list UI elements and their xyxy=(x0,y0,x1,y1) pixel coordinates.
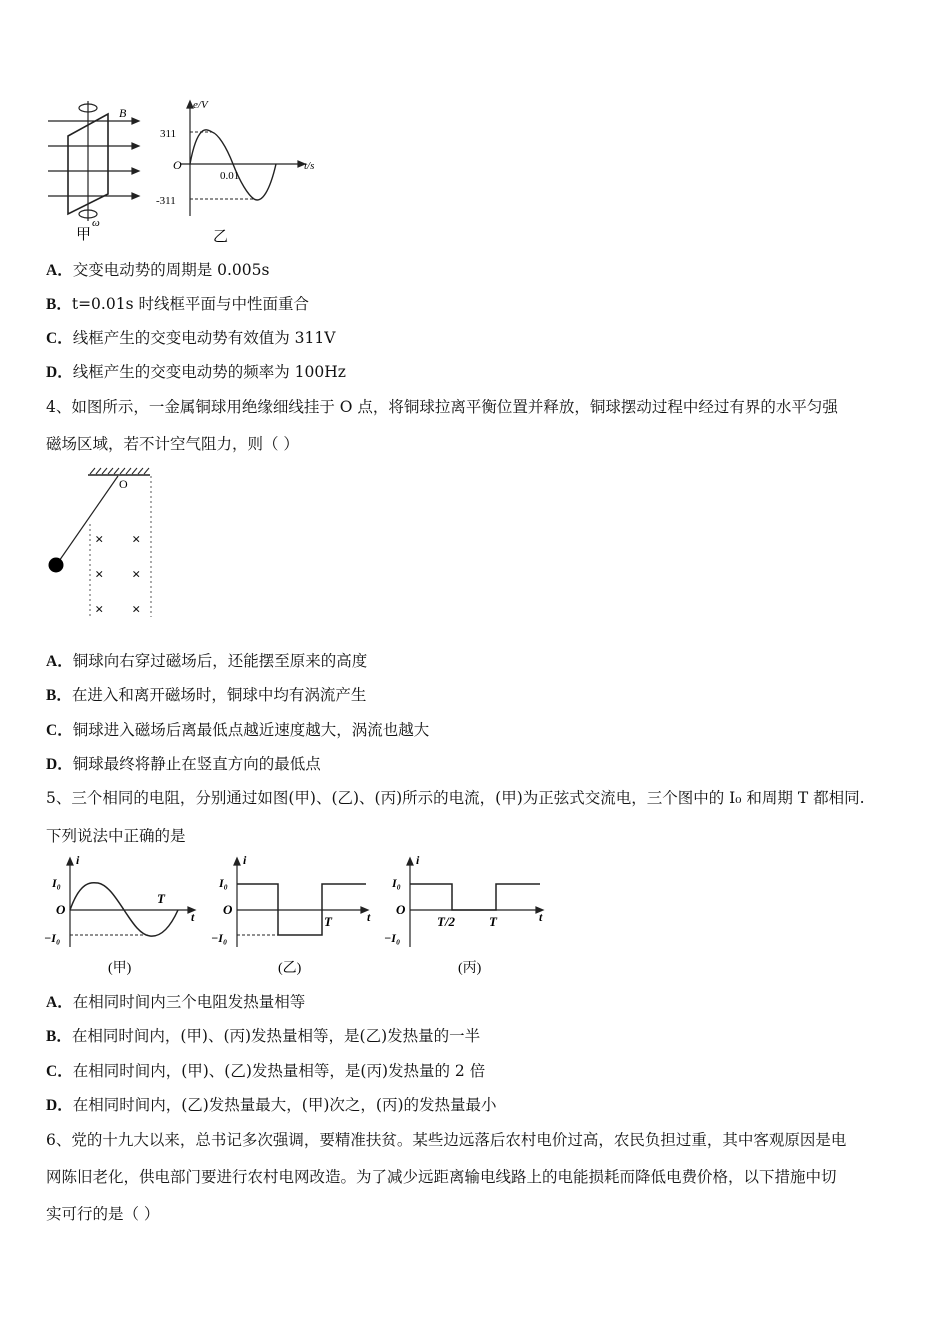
q5-jia-period: T xyxy=(157,891,165,906)
q5-yi-i-label: i xyxy=(243,853,247,867)
q3-yi-label: 乙 xyxy=(213,229,229,245)
q4-pivot-label: O xyxy=(119,477,128,491)
q4-copper-ball xyxy=(49,558,64,573)
q5-option-a xyxy=(46,992,305,1013)
option-key: A． xyxy=(46,653,73,670)
q3-origin: O xyxy=(173,158,182,172)
option-key: B． xyxy=(46,1028,72,1045)
q3-b-label: B xyxy=(119,106,127,120)
q5-graph-jia xyxy=(67,858,195,947)
q3-figure xyxy=(40,96,340,246)
q4-string xyxy=(57,476,118,564)
option-key: D． xyxy=(46,364,73,381)
option-key: C． xyxy=(46,330,73,347)
q5-bing-i-label: i xyxy=(416,853,420,867)
q4-option-b xyxy=(46,685,366,706)
q5-option-d xyxy=(46,1095,497,1116)
option-key: A． xyxy=(46,994,73,1011)
q4-option-c xyxy=(46,720,429,741)
q3-y-axis-label: e/V xyxy=(193,99,208,111)
q4-ceiling xyxy=(88,468,150,475)
q5-jia-neg-i0: −I₀ xyxy=(44,931,61,945)
q4-option-d xyxy=(46,754,321,775)
q3-x-tick: 0.01 xyxy=(220,170,240,182)
q3-emf-graph xyxy=(180,101,305,216)
q5-graph-bing xyxy=(407,858,543,947)
option-key: A． xyxy=(46,262,73,279)
q5-jia-i-label: i xyxy=(76,853,80,867)
q5-graph-yi xyxy=(234,858,368,947)
option-text: 铜球最终将静止在竖直方向的最低点 xyxy=(72,755,321,773)
q5-caption-bing: (丙) xyxy=(458,961,482,976)
q5-jia-origin: O xyxy=(56,902,66,917)
option-key: D． xyxy=(46,756,73,773)
q3-y-max: 311 xyxy=(160,128,177,140)
option-key: B． xyxy=(46,687,72,704)
option-text: 铜球向右穿过磁场后，还能摆至原来的高度 xyxy=(72,652,368,670)
option-text: 在相同时间内，(甲)、(乙)发热量相等，是(丙)发热量的 2 倍 xyxy=(72,1062,486,1080)
q5-bing-t-label: t xyxy=(539,910,543,924)
option-text: 交变电动势的周期是 0.005s xyxy=(72,261,270,279)
option-key: B． xyxy=(46,296,72,313)
option-text: 铜球进入磁场后离最低点越近速度越大，涡流也越大 xyxy=(72,721,430,739)
q4-pendulum-figure xyxy=(40,462,160,622)
q5-stem-line-1: 5、三个相同的电阻，分别通过如图(甲)、(乙)、(丙)所示的电流，(甲)为正弦式交流电，三个图中的 I₀ 和周期 T 都相同. xyxy=(46,789,865,807)
q4-field-mark: × xyxy=(95,532,104,548)
option-text: 在相同时间内，(乙)发热量最大，(甲)次之，(丙)的发热量最小 xyxy=(72,1096,497,1114)
q4-field-mark: × xyxy=(95,602,104,618)
q3-option-a xyxy=(46,260,269,281)
q5-bing-neg-i0: −I₀ xyxy=(384,931,401,945)
option-text: 线框产生的交变电动势的频率为 100Hz xyxy=(72,363,346,381)
option-key: C． xyxy=(46,1063,73,1080)
option-text: 在相同时间内三个电阻发热量相等 xyxy=(72,993,306,1011)
q5-bing-i0: I₀ xyxy=(392,876,401,890)
q5-yi-period: T xyxy=(324,914,332,929)
q4-stem-line-2: 磁场区域，若不计空气阻力，则（ ） xyxy=(46,435,299,453)
q5-option-c xyxy=(46,1061,485,1082)
q6-stem-line-2: 网陈旧老化，供电部门要进行农村电网改造。为了减少远距离输电线路上的电能损耗而降低电费价格，以下措施中切 xyxy=(46,1168,837,1186)
option-text: 在进入和离开磁场时，铜球中均有涡流产生 xyxy=(71,686,367,704)
q5-bing-half-period: T/2 xyxy=(437,914,456,929)
q5-jia-i0: I₀ xyxy=(52,876,61,890)
q3-omega-label: ω xyxy=(92,217,100,229)
q3-option-b xyxy=(46,294,309,315)
q5-stem-line-2: 下列说法中正确的是 xyxy=(46,827,186,845)
q5-bing-period: T xyxy=(489,914,497,929)
q3-y-min: -311 xyxy=(156,195,176,207)
option-key: D． xyxy=(46,1097,73,1114)
option-text: t=0.01s 时线框平面与中性面重合 xyxy=(71,295,309,313)
q5-current-graphs xyxy=(40,852,560,982)
q4-field-mark: × xyxy=(95,567,104,583)
q3-x-axis-label: t/s xyxy=(304,160,315,172)
q5-yi-i0: I₀ xyxy=(219,876,228,890)
option-text: 在相同时间内，(甲)、(丙)发热量相等，是(乙)发热量的一半 xyxy=(71,1027,481,1045)
q4-field-mark: × xyxy=(132,532,141,548)
q6-stem-line-1: 6、党的十九大以来，总书记多次强调，要精准扶贫。某些边远落后农村电价过高，农民负担过重，其中客观原因是电 xyxy=(46,1131,847,1149)
q5-yi-origin: O xyxy=(223,902,233,917)
q3-option-c xyxy=(46,328,335,349)
q5-yi-t-label: t xyxy=(367,910,371,924)
option-text: 线框产生的交变电动势有效值为 311V xyxy=(72,329,336,347)
q5-yi-neg-i0: −I₀ xyxy=(211,931,228,945)
q5-bing-origin: O xyxy=(396,902,406,917)
q3-option-d xyxy=(46,362,346,383)
q5-option-b xyxy=(46,1026,480,1047)
option-key: C． xyxy=(46,722,73,739)
q4-field-mark: × xyxy=(132,602,141,618)
q4-option-a xyxy=(46,651,367,672)
q5-jia-t-label: t xyxy=(191,910,195,924)
q4-field-mark: × xyxy=(132,567,141,583)
q6-stem-line-3: 实可行的是（ ） xyxy=(46,1205,160,1223)
q5-caption-yi: (乙) xyxy=(278,961,302,976)
q5-caption-jia: (甲) xyxy=(108,961,132,976)
q3-jia-label: 甲 xyxy=(76,227,92,243)
q4-stem-line-1: 4、如图所示，一金属铜球用绝缘细线挂于 O 点，将铜球拉离平衡位置并释放，铜球摆动过程中经过有界的水平匀强 xyxy=(46,398,838,416)
